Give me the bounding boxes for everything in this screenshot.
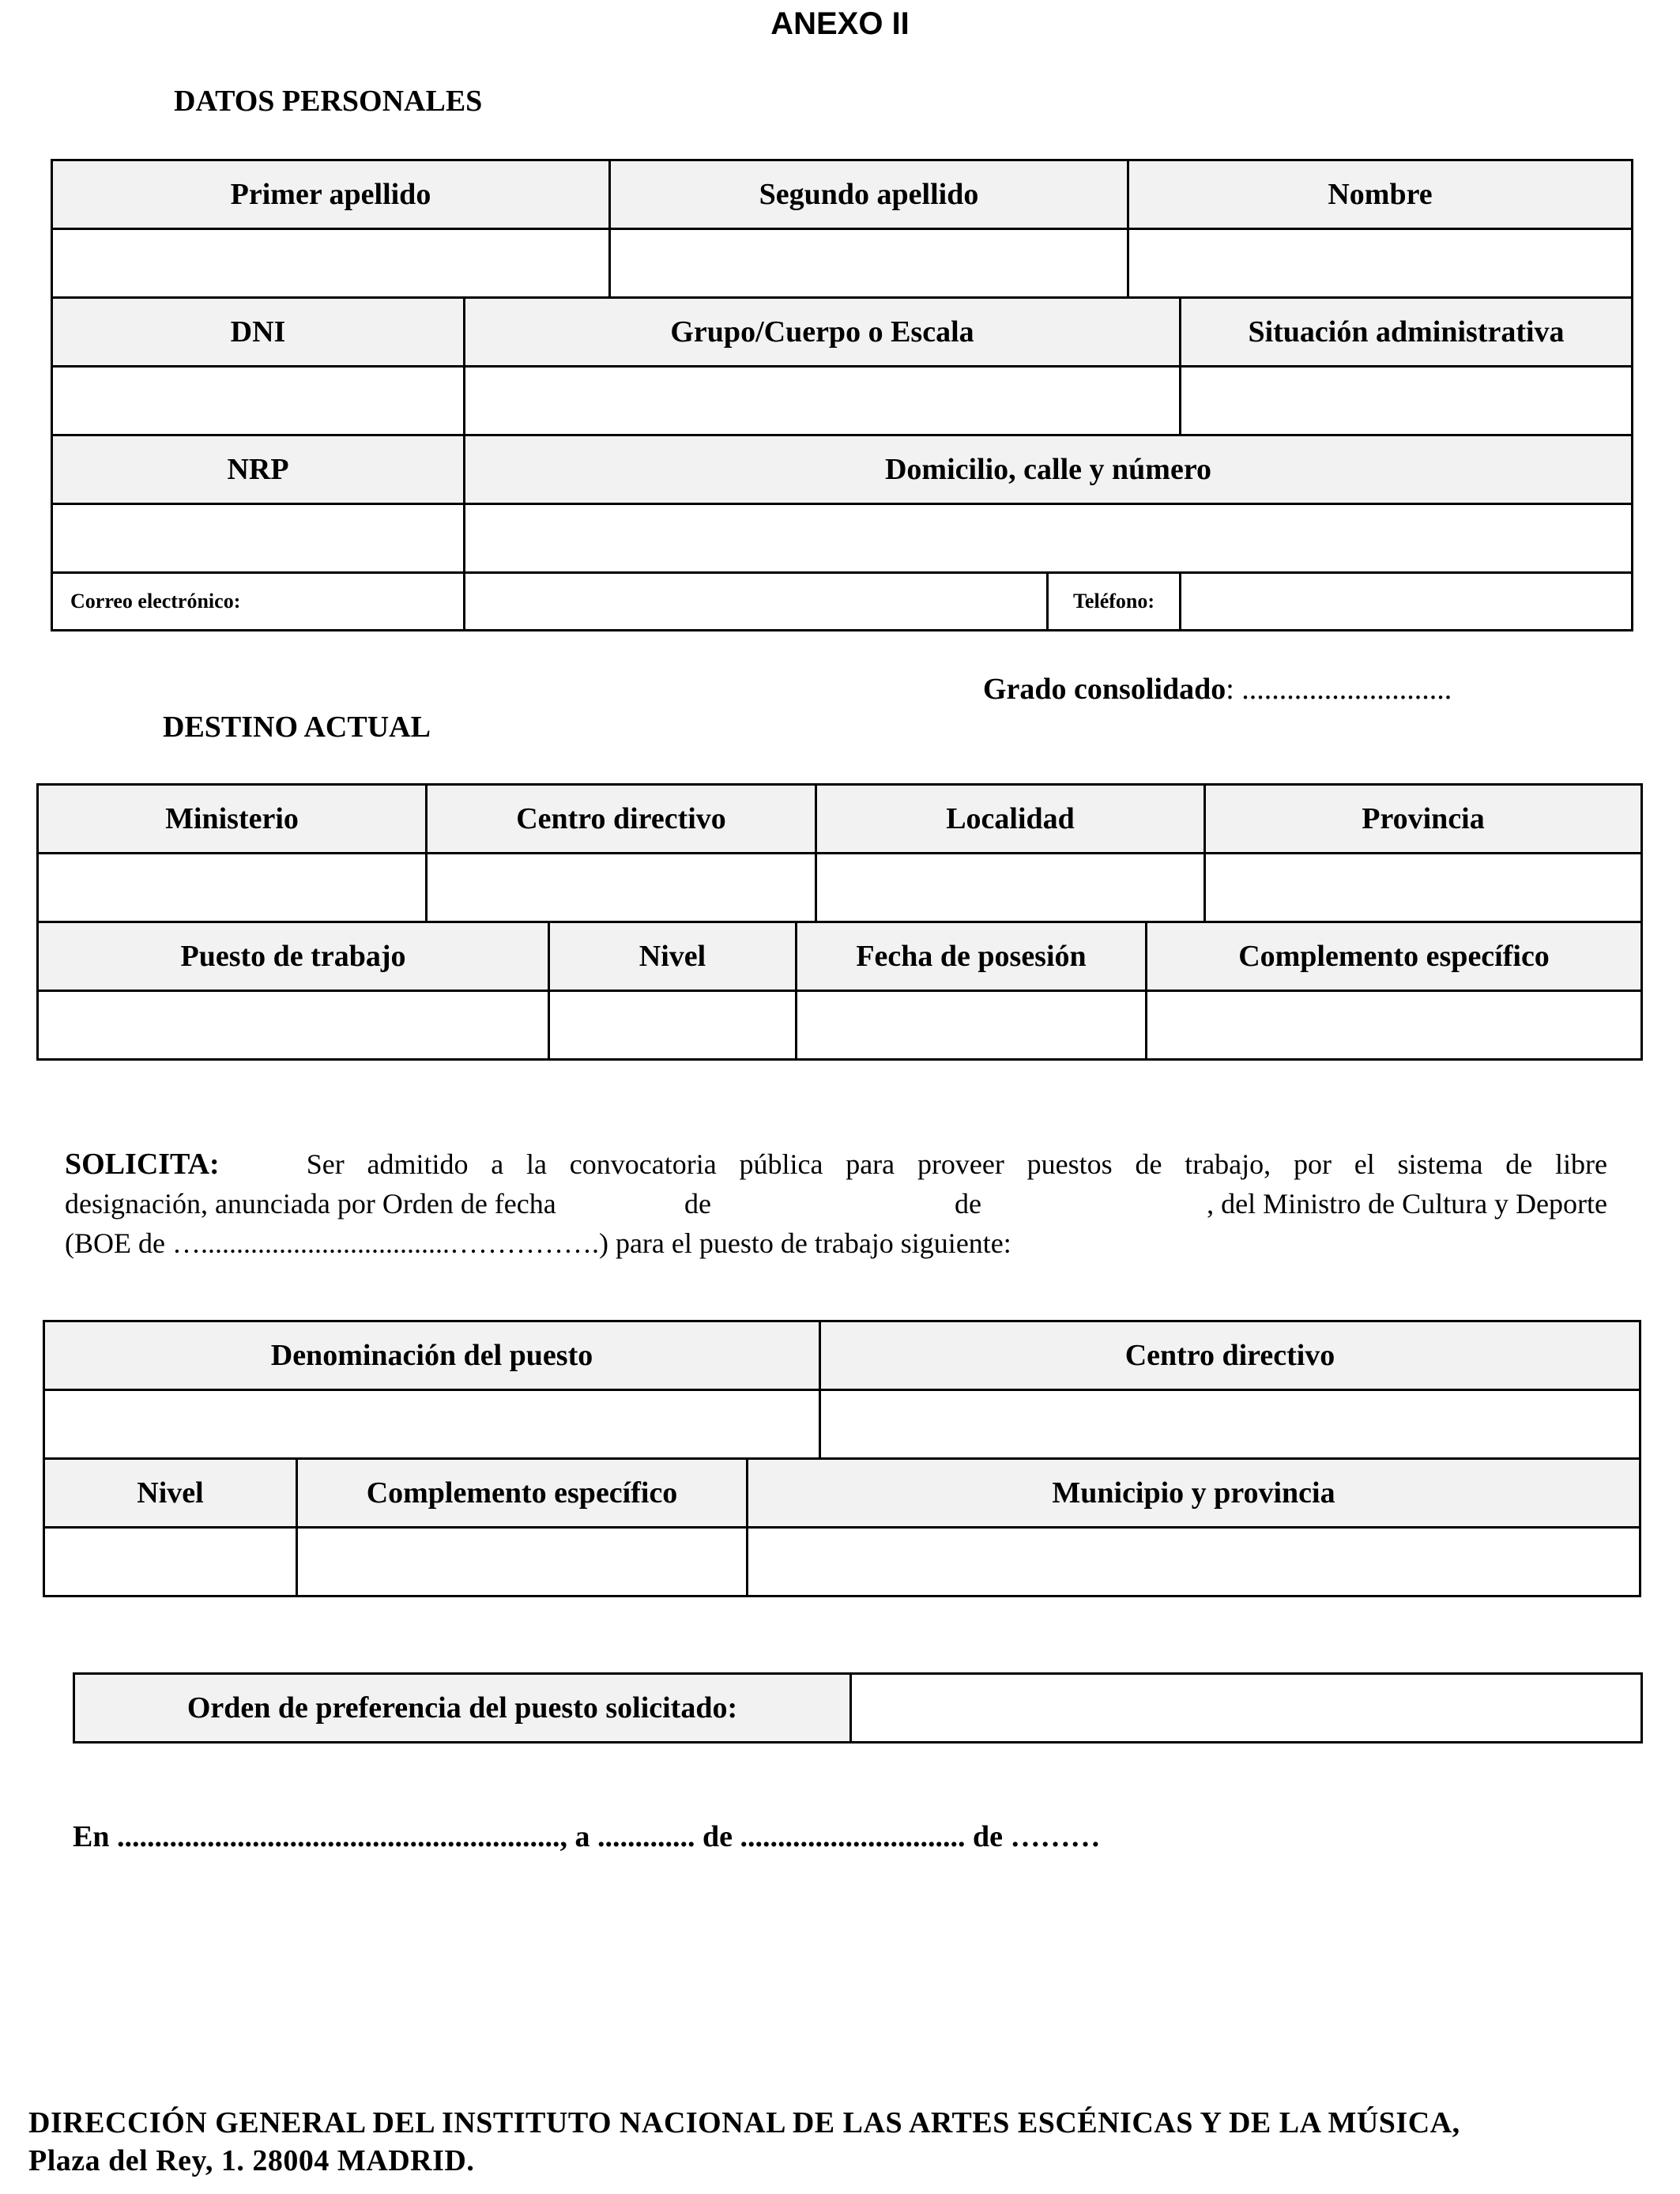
fecha-posesion-field[interactable] bbox=[797, 991, 1147, 1060]
datos-personales-heading: DATOS PERSONALES bbox=[174, 85, 483, 118]
preferencia-label: Orden de preferencia del puesto solicitado: bbox=[74, 1674, 851, 1743]
datos-personales-table-b bbox=[51, 296, 1633, 631]
nombre-header: Nombre bbox=[1128, 160, 1633, 229]
nombre-field[interactable] bbox=[1128, 229, 1633, 298]
centro-directivo-field[interactable] bbox=[427, 854, 816, 922]
puesto-nivel-field[interactable] bbox=[44, 1528, 297, 1596]
correo-field[interactable] bbox=[465, 573, 1048, 631]
localidad-header: Localidad bbox=[816, 785, 1205, 854]
primer-apellido-field[interactable] bbox=[52, 229, 610, 298]
provincia-field[interactable] bbox=[1205, 854, 1642, 922]
solicita-paragraph bbox=[65, 1144, 1607, 1263]
segundo-apellido-header: Segundo apellido bbox=[610, 160, 1128, 229]
lugar-fecha-line: En ..........................................................., a ............. de .............................. de ……… bbox=[73, 1820, 1101, 1853]
grupo-cuerpo-field[interactable] bbox=[465, 367, 1181, 435]
solicita-text-2d: , del Ministro de Cultura y Deporte bbox=[1207, 1188, 1607, 1220]
preferencia-table bbox=[73, 1672, 1643, 1744]
municipio-provincia-header: Municipio y provincia bbox=[748, 1459, 1640, 1528]
provincia-header: Provincia bbox=[1205, 785, 1642, 854]
puesto-centro-directivo-header: Centro directivo bbox=[820, 1321, 1640, 1390]
puesto-complemento-header: Complemento específico bbox=[297, 1459, 748, 1528]
grado-consolidado-value: : ............................ bbox=[1226, 673, 1452, 706]
telefono-field[interactable] bbox=[1181, 573, 1633, 631]
denominacion-puesto-header: Denominación del puesto bbox=[44, 1321, 820, 1390]
solicita-text-2c: de bbox=[955, 1188, 981, 1220]
puesto-table-b bbox=[43, 1457, 1641, 1597]
destino-actual-heading: DESTINO ACTUAL bbox=[163, 711, 431, 744]
preferencia-field[interactable] bbox=[851, 1674, 1642, 1743]
grupo-cuerpo-header: Grupo/Cuerpo o Escala bbox=[465, 298, 1181, 367]
footer-address bbox=[28, 2104, 1460, 2180]
destino-actual-table-b bbox=[36, 921, 1643, 1061]
primer-apellido-header: Primer apellido bbox=[52, 160, 610, 229]
segundo-apellido-field[interactable] bbox=[610, 229, 1128, 298]
nivel-header: Nivel bbox=[549, 922, 797, 991]
solicita-line-2 bbox=[65, 1184, 1607, 1223]
municipio-provincia-field[interactable] bbox=[748, 1528, 1640, 1596]
ministerio-field[interactable] bbox=[38, 854, 427, 922]
destino-actual-table-a bbox=[36, 783, 1643, 923]
fecha-posesion-header: Fecha de posesión bbox=[797, 922, 1147, 991]
complemento-especifico-header: Complemento específico bbox=[1147, 922, 1642, 991]
solicita-text-2a: designación, anunciada por Orden de fecha bbox=[65, 1188, 556, 1220]
puesto-nivel-header: Nivel bbox=[44, 1459, 297, 1528]
telefono-label: Teléfono: bbox=[1048, 573, 1181, 631]
nivel-field[interactable] bbox=[549, 991, 797, 1060]
solicita-text-2b: de bbox=[684, 1188, 711, 1220]
footer-line-2: Plaza del Rey, 1. 28004 MADRID. bbox=[28, 2144, 475, 2177]
correo-label: Correo electrónico: bbox=[52, 573, 465, 631]
ministerio-header: Ministerio bbox=[38, 785, 427, 854]
puesto-centro-directivo-field[interactable] bbox=[820, 1390, 1640, 1459]
situacion-administrativa-field[interactable] bbox=[1181, 367, 1633, 435]
grado-consolidado-label: Grado consolidado bbox=[983, 673, 1226, 706]
solicita-text-3: (BOE de …...................................…………….) para el puesto de trabajo siguiente: bbox=[65, 1227, 1011, 1259]
dni-field[interactable] bbox=[52, 367, 465, 435]
datos-personales-table-a bbox=[51, 159, 1633, 299]
nrp-field[interactable] bbox=[52, 504, 465, 573]
domicilio-field[interactable] bbox=[465, 504, 1633, 573]
solicita-label: SOLICITA: bbox=[65, 1148, 220, 1181]
localidad-field[interactable] bbox=[816, 854, 1205, 922]
dni-header: DNI bbox=[52, 298, 465, 367]
puesto-trabajo-field[interactable] bbox=[38, 991, 549, 1060]
puesto-trabajo-header: Puesto de trabajo bbox=[38, 922, 549, 991]
centro-directivo-header: Centro directivo bbox=[427, 785, 816, 854]
grado-consolidado bbox=[983, 672, 1452, 707]
puesto-table-a bbox=[43, 1320, 1641, 1460]
domicilio-header: Domicilio, calle y número bbox=[465, 435, 1633, 504]
nrp-header: NRP bbox=[52, 435, 465, 504]
solicita-line-1 bbox=[65, 1144, 1607, 1184]
complemento-especifico-field[interactable] bbox=[1147, 991, 1642, 1060]
footer-line-1: DIRECCIÓN GENERAL DEL INSTITUTO NACIONAL DE LAS ARTES ESCÉNICAS Y DE LA MÚSICA, bbox=[28, 2106, 1460, 2139]
situacion-administrativa-header: Situación administrativa bbox=[1181, 298, 1633, 367]
puesto-complemento-field[interactable] bbox=[297, 1528, 748, 1596]
denominacion-puesto-field[interactable] bbox=[44, 1390, 820, 1459]
page-title: ANEXO II bbox=[770, 6, 910, 41]
solicita-text-1: Ser admitido a la convocatoria pública para proveer puestos de trabajo, por el sistema de libre bbox=[306, 1148, 1607, 1180]
